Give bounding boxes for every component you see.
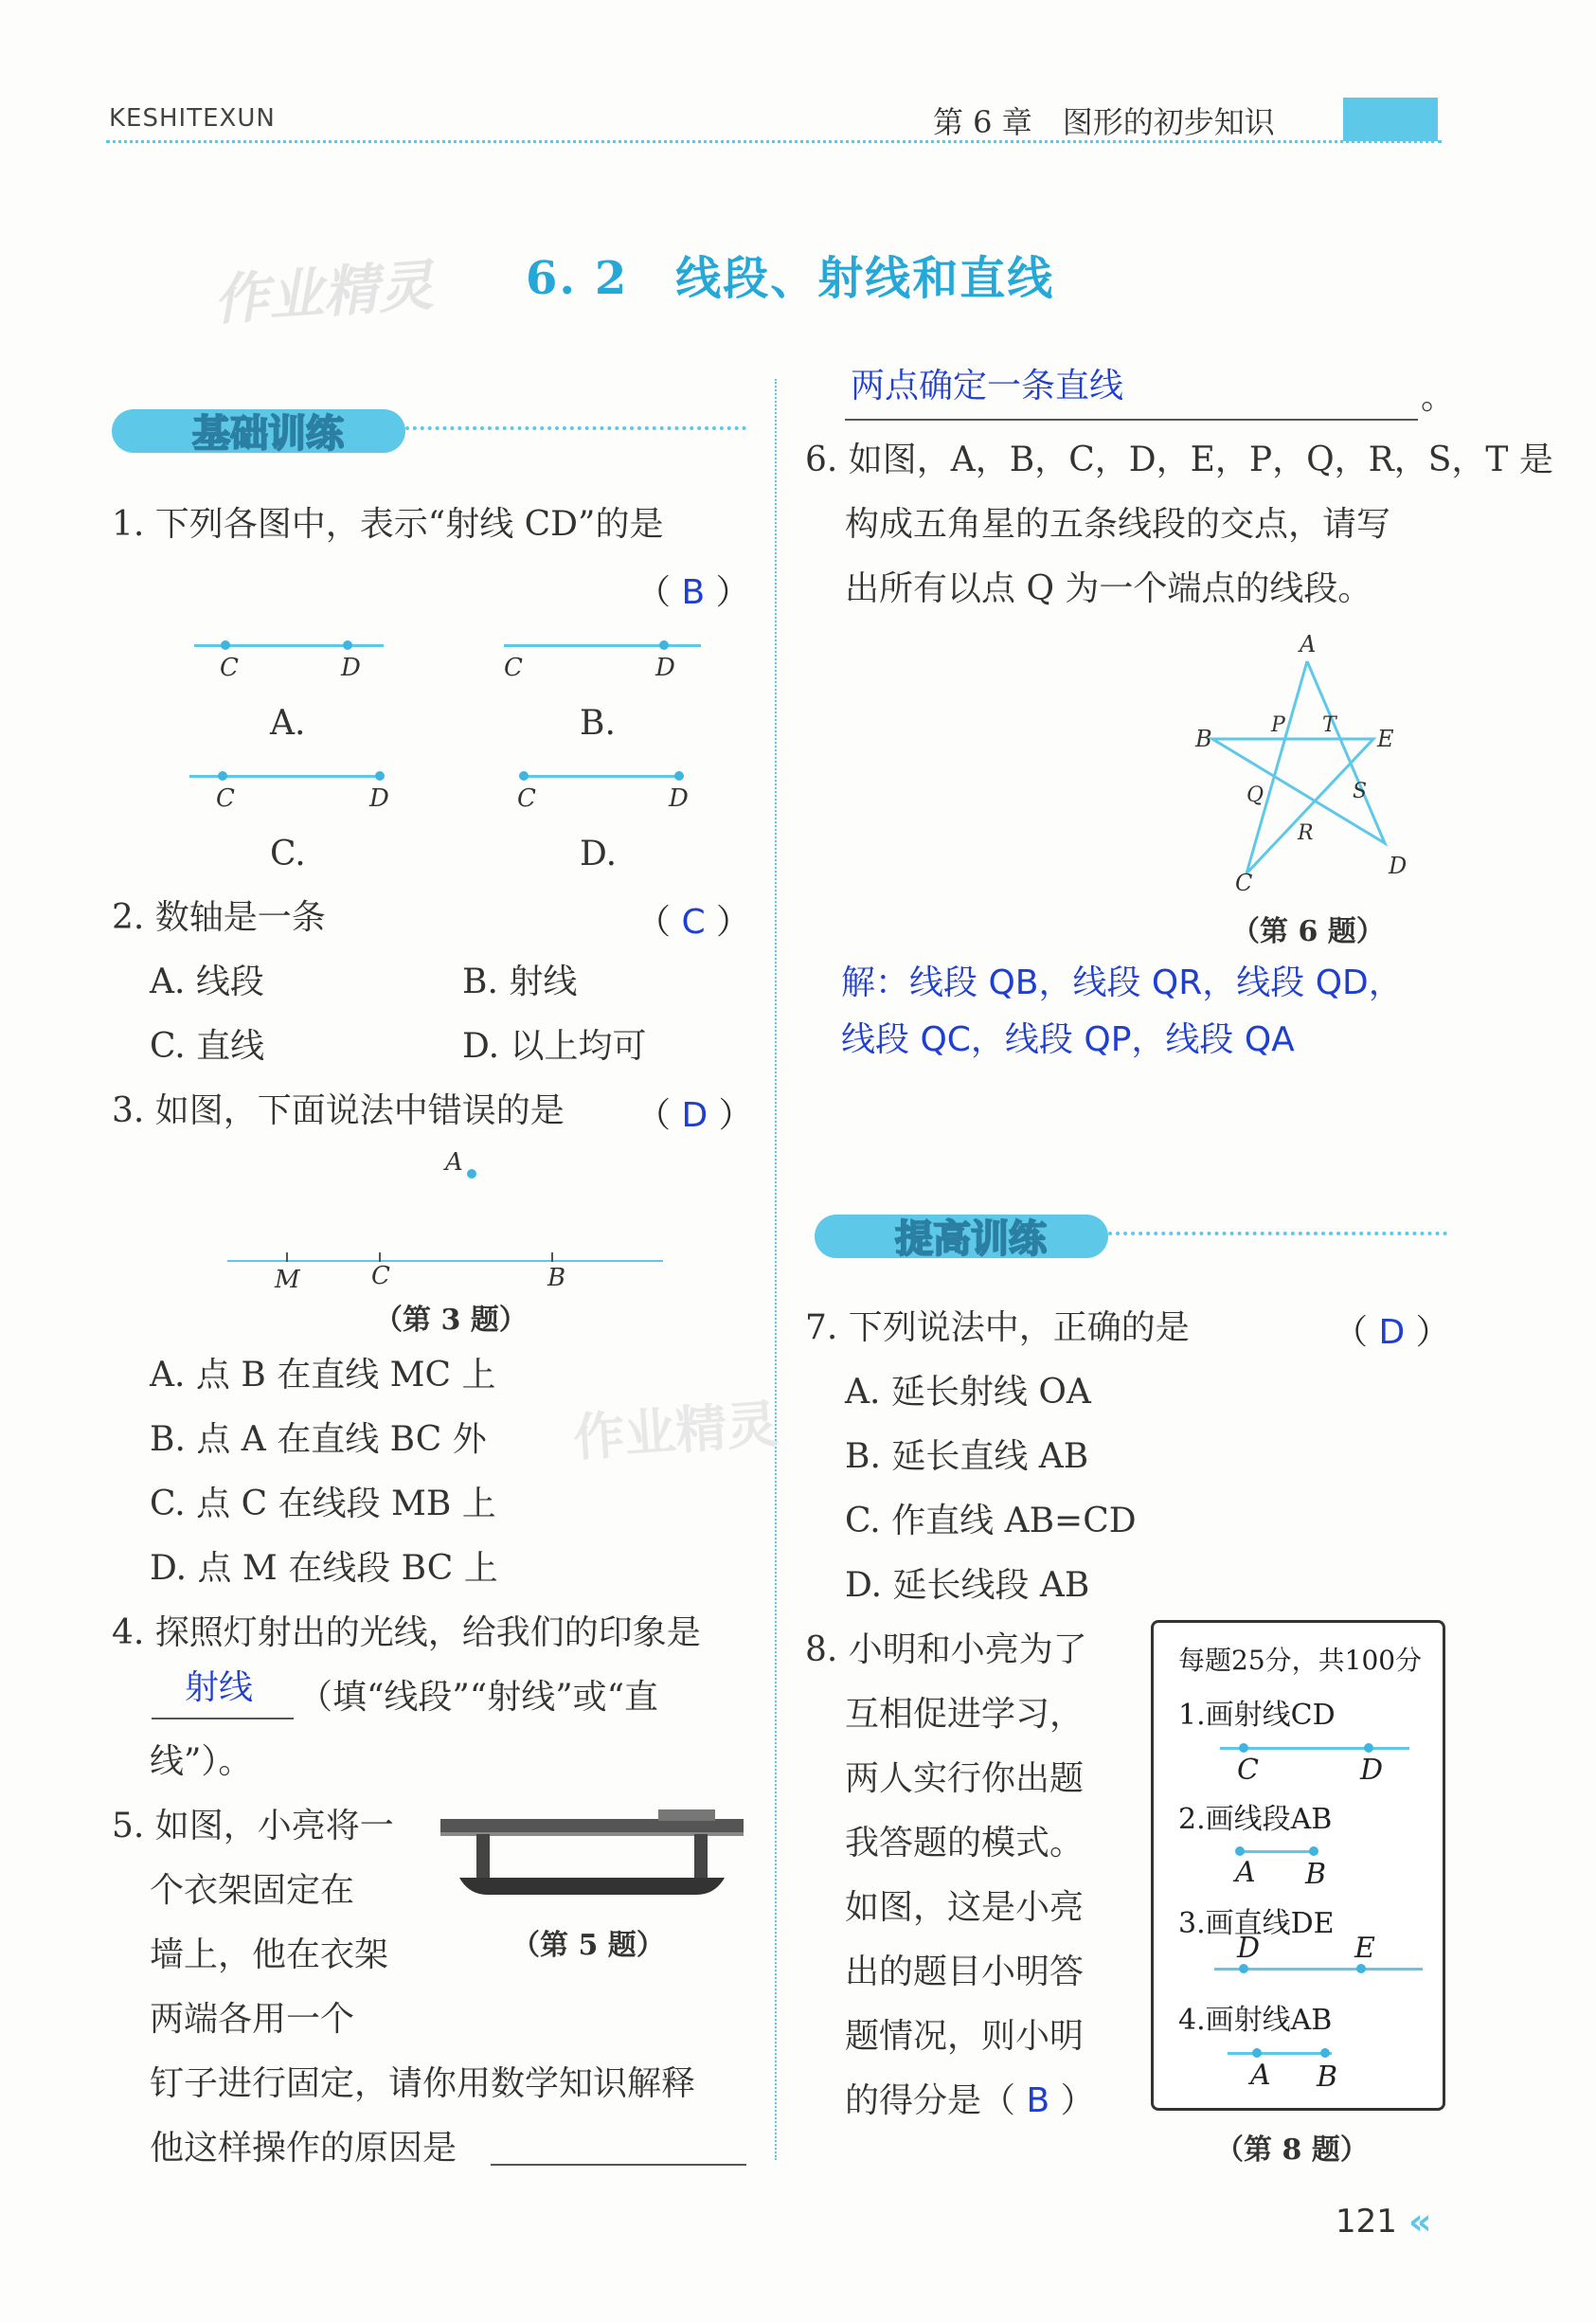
- watermark-logo: 作业精灵: [211, 252, 436, 333]
- q1-b-segment: [504, 644, 701, 647]
- q3-tick-b: [551, 1252, 553, 1262]
- q8-box-title: 每题25分，共100分: [1178, 1645, 1423, 1676]
- q1-paren: （ B ）: [637, 573, 750, 612]
- section-adv-header: [815, 1215, 1447, 1261]
- q1-c-label-c: C: [216, 784, 235, 813]
- q7-text: 7. 下列说法中，正确的是: [805, 1308, 1190, 1347]
- q1-b-label-d: D: [655, 654, 675, 682]
- q3-label-b: B: [547, 1264, 566, 1292]
- q5-line5: 钉子进行固定，请你用数学知识解释: [150, 2064, 696, 2103]
- q1-c-point-c: [218, 771, 227, 781]
- q1-c-label-d: D: [369, 784, 389, 813]
- q1-b-label-c: C: [504, 654, 523, 682]
- q8-line8: 的得分是（ B ）: [845, 2081, 1095, 2120]
- q3-label-a: A: [445, 1148, 463, 1177]
- q6-label-c: C: [1235, 870, 1253, 896]
- q8-item4-label-b: B: [1317, 2061, 1338, 2094]
- q5-blank-line: [491, 2162, 746, 2166]
- q8-item2-point-a: [1235, 1846, 1245, 1856]
- q6-line1: 6. 如图，A，B，C，D，E，P，Q，R，S，T 是: [805, 441, 1553, 479]
- q7-option-d: D. 延长线段 AB: [845, 1566, 1090, 1605]
- q5-answer-line: [845, 417, 1418, 421]
- q1-option-a: A.: [270, 704, 306, 743]
- q1-a-point-c: [221, 640, 230, 650]
- q8-item3-label-e: E: [1354, 1932, 1375, 1965]
- q4-answer: 射线: [185, 1668, 254, 1707]
- q8-box-item4: 4.画射线AB: [1178, 2004, 1333, 2037]
- q8-line3: 两人实行你出题: [845, 1759, 1085, 1798]
- q6-line3: 出所有以点 Q 为一个端点的线段。: [845, 569, 1372, 608]
- q3-point-a: [467, 1169, 476, 1179]
- q3-tick-m: [286, 1252, 288, 1262]
- q3-answer: D: [681, 1096, 708, 1135]
- q8-line1: 8. 小明和小亮为了: [805, 1630, 1087, 1669]
- q8-box-item1: 1.画射线CD: [1178, 1699, 1336, 1732]
- q3-line: [227, 1260, 663, 1262]
- q2-option-c: C. 直线: [150, 1027, 265, 1066]
- section-adv-label: 提高训练: [895, 1217, 1047, 1261]
- q8-item4-label-a: A: [1250, 2059, 1271, 2092]
- q8-line2: 互相促进学习，: [845, 1695, 1085, 1734]
- q2-paren: （ C ）: [637, 903, 751, 942]
- q6-label-p: P: [1271, 713, 1285, 737]
- q1-d-point-d: [674, 771, 684, 781]
- q3-label-c: C: [371, 1262, 390, 1290]
- q7-answer: D: [1378, 1313, 1406, 1352]
- q3-option-a: A. 点 B 在直线 MC 上: [150, 1356, 496, 1395]
- q8-item3-point-d: [1239, 1964, 1248, 1973]
- q1-option-d: D.: [580, 835, 618, 873]
- q5-end: 。: [1421, 378, 1456, 417]
- q8-item4-point-a: [1252, 2048, 1262, 2058]
- q6-label-e: E: [1377, 726, 1394, 752]
- double-chevron-left-icon: «: [1408, 2201, 1432, 2242]
- q2-text: 2. 数轴是一条: [112, 898, 326, 937]
- q6-label-q: Q: [1246, 783, 1264, 807]
- watermark-center: 作业精灵: [571, 1393, 780, 1468]
- q1-option-b: B.: [580, 704, 616, 743]
- chapter-title: 第 6 章 图形的初步知识: [933, 104, 1275, 140]
- q1-text: 1. 下列各图中，表示“射线 CD”的是: [112, 505, 664, 544]
- q1-c-point-d: [375, 771, 385, 781]
- section-basic-header: [112, 409, 746, 456]
- q7-option-c: C. 作直线 AB=CD: [845, 1502, 1137, 1540]
- q1-d-label-c: C: [517, 784, 536, 813]
- q5-line4: 两端各用一个: [150, 2000, 355, 2039]
- q8-item1-point-d: [1364, 1743, 1373, 1753]
- q6-answer-line1: 解：线段 QB，线段 QR，线段 QD，: [841, 963, 1403, 1002]
- q8-item2-point-b: [1309, 1846, 1318, 1856]
- q3-option-b: B. 点 A 在直线 BC 外: [150, 1420, 487, 1459]
- q8-answer-sheet: [1151, 1620, 1445, 2111]
- page-title: 6. 2 线段、射线和直线: [526, 252, 1055, 305]
- q8-line6: 出的题目小明答: [845, 1953, 1085, 1991]
- q8-item2-line: [1239, 1850, 1315, 1853]
- q1-answer: B: [681, 573, 706, 612]
- q6-line2: 构成五角星的五条线段的交点，请写: [845, 505, 1391, 544]
- q5-line1: 5. 如图，小亮将一: [112, 1807, 394, 1845]
- q6-star-diagram: [1175, 625, 1459, 900]
- header-left: KESHITEXUN: [109, 104, 276, 133]
- page-number: 121: [1336, 2203, 1397, 2241]
- q3-text: 3. 如图，下面说法中错误的是: [112, 1091, 565, 1130]
- q4-line2: （填“线段”“射线”或“直: [298, 1678, 659, 1717]
- q8-box-item2: 2.画线段AB: [1178, 1803, 1333, 1836]
- q8-box-item3: 3.画直线DE: [1178, 1907, 1335, 1940]
- q6-label-b: B: [1195, 726, 1212, 752]
- q8-line7: 题情况，则小明: [845, 2017, 1085, 2056]
- q8-item4-line: [1228, 2052, 1332, 2055]
- section-basic-label: 基础训练: [192, 412, 344, 456]
- q1-a-label-c: C: [220, 654, 239, 682]
- q6-answer-line2: 线段 QC，线段 QP，线段 QA: [841, 1020, 1295, 1059]
- q8-item1-line: [1220, 1747, 1409, 1750]
- q1-a-label-d: D: [341, 654, 361, 682]
- q7-paren: （ D ）: [1334, 1313, 1450, 1352]
- q1-a-point-d: [343, 640, 352, 650]
- q1-d-segment: [523, 775, 679, 778]
- q4-line3: 线”）。: [150, 1742, 253, 1781]
- q1-d-point-c: [519, 771, 529, 781]
- q8-item2-label-a: A: [1235, 1856, 1256, 1889]
- q2-option-a: A. 线段: [150, 963, 264, 1001]
- q3-option-c: C. 点 C 在线段 MB 上: [150, 1485, 496, 1523]
- q5-answer: 两点确定一条直线: [851, 367, 1124, 405]
- header-accent-bar: [1343, 98, 1438, 141]
- q6-label-t: T: [1322, 713, 1336, 737]
- q8-item1-point-c: [1239, 1743, 1248, 1753]
- q7-option-a: A. 延长射线 OA: [845, 1373, 1091, 1412]
- q2-option-d: D. 以上均可: [462, 1027, 647, 1066]
- q8-item3-point-e: [1356, 1964, 1366, 1973]
- q3-option-d: D. 点 M 在线段 BC 上: [150, 1549, 498, 1588]
- q8-item3-label-d: D: [1237, 1932, 1261, 1965]
- q6-caption: （第 6 题）: [1231, 915, 1385, 948]
- q6-label-d: D: [1389, 853, 1408, 879]
- q3-paren: （ D ）: [637, 1096, 753, 1135]
- q1-option-c: C.: [270, 835, 306, 873]
- q8-item2-label-b: B: [1305, 1858, 1327, 1891]
- q5-caption: （第 5 题）: [511, 1929, 665, 1962]
- q7-option-b: B. 延长直线 AB: [845, 1437, 1089, 1476]
- column-divider: [775, 379, 777, 2160]
- q2-option-b: B. 射线: [462, 963, 578, 1001]
- q3-caption: （第 3 题）: [374, 1304, 528, 1337]
- q4-line1: 4. 探照灯射出的光线，给我们的印象是: [112, 1613, 701, 1652]
- q6-label-a: A: [1300, 631, 1317, 657]
- q8-answer: B: [1026, 2081, 1050, 2120]
- q3-tick-c: [379, 1252, 381, 1262]
- q5-line6: 他这样操作的原因是: [150, 2129, 457, 2168]
- q1-d-label-d: D: [669, 784, 689, 813]
- q6-label-r: R: [1298, 821, 1314, 845]
- q6-label-s: S: [1353, 780, 1368, 803]
- q3-label-m: M: [275, 1266, 300, 1294]
- q5-line3: 墙上，他在衣架: [150, 1935, 389, 1974]
- q8-item1-label-c: C: [1237, 1754, 1259, 1787]
- q8-item1-label-d: D: [1360, 1754, 1384, 1787]
- q8-caption: （第 8 题）: [1215, 2133, 1369, 2167]
- q8-line5: 如图，这是小亮: [845, 1888, 1085, 1927]
- q8-item4-point-b: [1320, 2048, 1330, 2058]
- q2-answer: C: [681, 903, 706, 942]
- q8-line4: 我答题的模式。: [845, 1824, 1085, 1863]
- q1-b-point-d: [659, 640, 669, 650]
- q5-line2: 个衣架固定在: [150, 1871, 355, 1910]
- q5-hanger-image: [431, 1800, 753, 1923]
